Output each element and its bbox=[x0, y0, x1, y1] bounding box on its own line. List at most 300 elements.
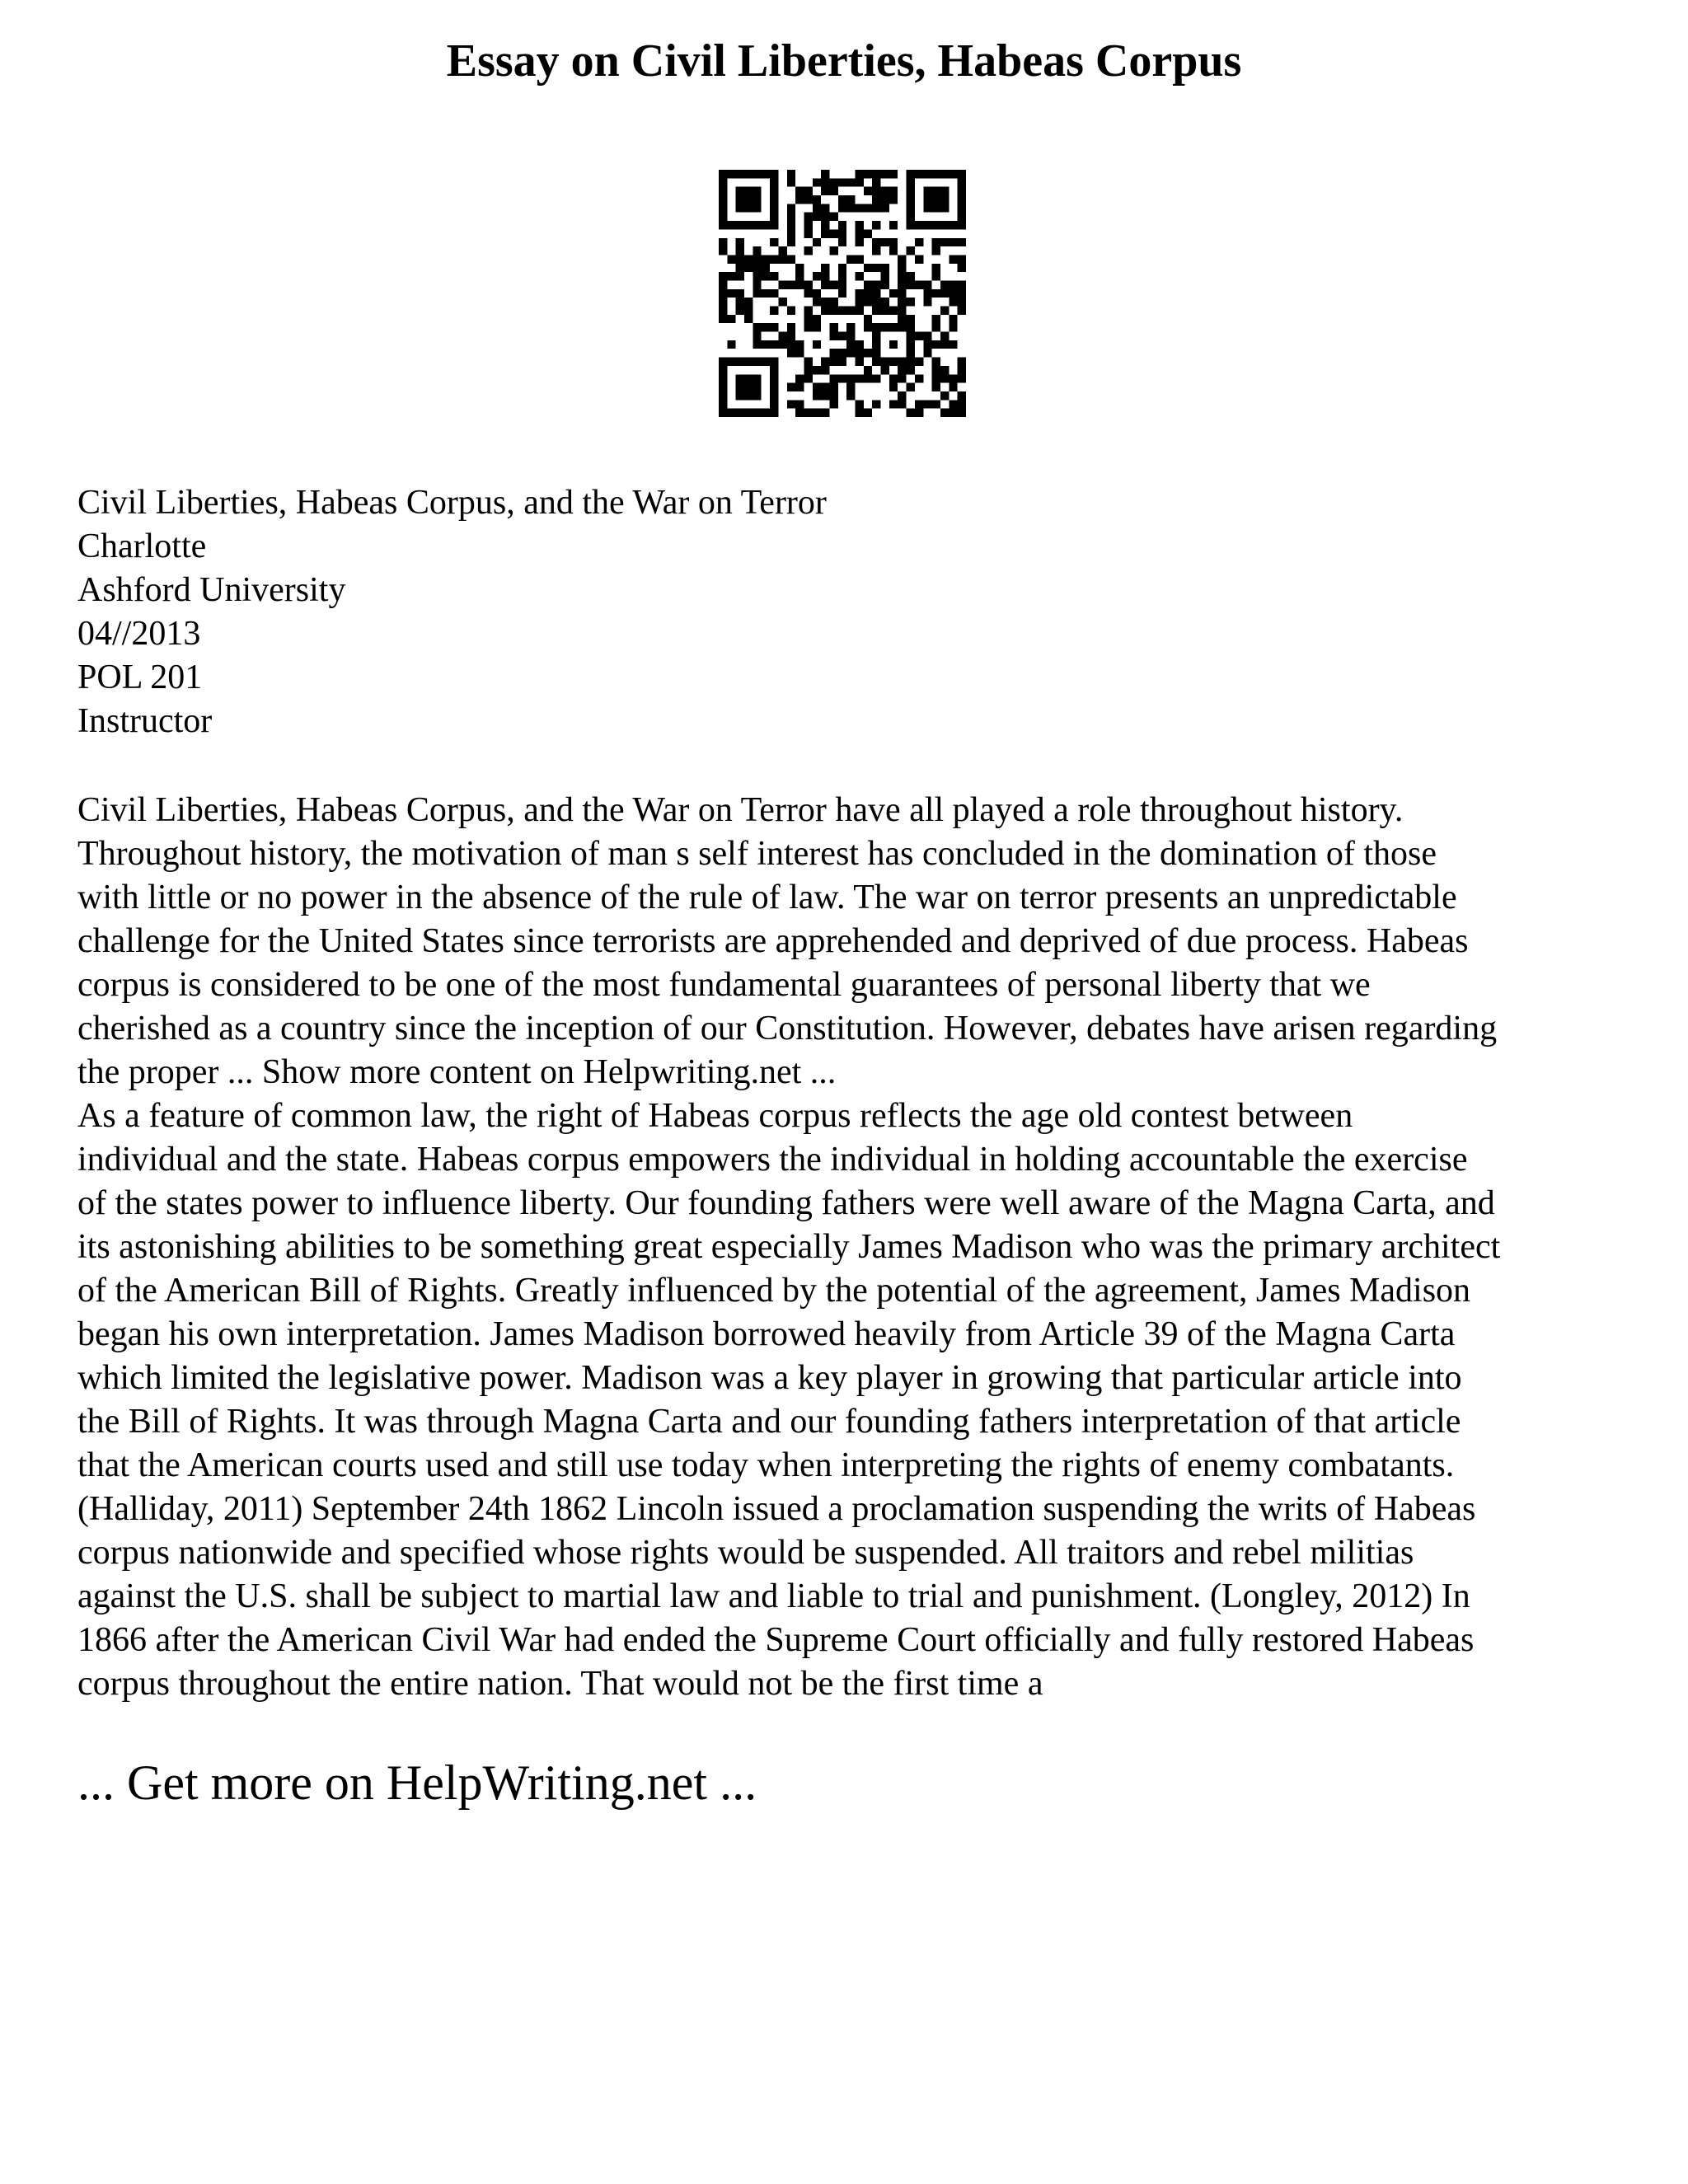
qr-module bbox=[829, 246, 837, 255]
qr-module bbox=[787, 221, 795, 229]
qr-module bbox=[813, 323, 821, 331]
qr-module bbox=[744, 358, 753, 366]
qr-module bbox=[846, 332, 855, 340]
qr-module bbox=[932, 340, 940, 349]
qr-module bbox=[838, 358, 846, 366]
qr-module bbox=[736, 391, 744, 400]
qr-module bbox=[907, 409, 915, 417]
qr-module bbox=[923, 280, 931, 288]
qr-module bbox=[821, 229, 829, 237]
qr-module bbox=[932, 204, 940, 212]
qr-module bbox=[795, 195, 804, 204]
qr-module bbox=[940, 204, 949, 212]
qr-module bbox=[881, 264, 889, 272]
qr-module bbox=[881, 272, 889, 280]
qr-module bbox=[940, 289, 949, 298]
qr-module bbox=[856, 204, 864, 212]
qr-module bbox=[915, 221, 923, 229]
qr-module bbox=[872, 340, 880, 349]
qr-module bbox=[804, 409, 812, 417]
qr-module bbox=[872, 307, 880, 315]
qr-module bbox=[719, 213, 727, 221]
qr-module bbox=[787, 213, 795, 221]
qr-module bbox=[795, 264, 804, 272]
qr-module bbox=[940, 391, 949, 400]
qr-module bbox=[813, 178, 821, 186]
qr-module bbox=[940, 409, 949, 417]
body-line: corpus throughout the entire nation. That would not be the first time a bbox=[77, 1665, 1043, 1703]
qr-module bbox=[719, 298, 727, 306]
qr-module bbox=[804, 187, 812, 195]
qr-module bbox=[864, 298, 872, 306]
qr-module bbox=[804, 323, 812, 331]
qr-module bbox=[770, 204, 778, 212]
qr-module bbox=[949, 298, 957, 306]
qr-module bbox=[744, 255, 753, 263]
qr-module bbox=[753, 289, 761, 298]
qr-module bbox=[762, 255, 770, 263]
qr-module bbox=[898, 280, 906, 288]
qr-module bbox=[770, 238, 778, 246]
qr-module bbox=[762, 409, 770, 417]
qr-module bbox=[958, 289, 966, 298]
qr-module bbox=[778, 246, 786, 255]
qr-module bbox=[736, 409, 744, 417]
qr-module bbox=[923, 221, 931, 229]
qr-module bbox=[846, 204, 855, 212]
qr-module bbox=[753, 221, 761, 229]
body-line: with little or no power in the absence of the rule of law. The war on terror presents an unpredictable bbox=[77, 879, 1457, 916]
qr-module bbox=[889, 400, 898, 408]
qr-module bbox=[907, 298, 915, 306]
qr-module bbox=[864, 187, 872, 195]
qr-module bbox=[821, 204, 829, 212]
qr-module bbox=[727, 289, 735, 298]
qr-module bbox=[727, 358, 735, 366]
qr-module bbox=[736, 358, 744, 366]
qr-module bbox=[872, 349, 880, 357]
qr-module bbox=[787, 349, 795, 357]
qr-module bbox=[958, 391, 966, 400]
qr-module bbox=[856, 374, 864, 382]
qr-module bbox=[744, 383, 753, 391]
body-line: Throughout history, the motivation of man s self interest has concluded in the domination of those bbox=[77, 835, 1437, 873]
body-line: individual and the state. Habeas corpus empowers the individual in holding accountable the exercise bbox=[77, 1141, 1468, 1179]
qr-module bbox=[736, 195, 744, 204]
qr-module bbox=[795, 280, 804, 288]
qr-module bbox=[838, 264, 846, 272]
qr-module bbox=[932, 289, 940, 298]
qr-module bbox=[813, 366, 821, 374]
qr-module bbox=[727, 409, 735, 417]
qr-module bbox=[829, 332, 837, 340]
qr-module bbox=[813, 315, 821, 323]
qr-module bbox=[719, 246, 727, 255]
qr-module bbox=[736, 374, 744, 382]
qr-module bbox=[762, 264, 770, 272]
qr-module bbox=[744, 170, 753, 178]
qr-module bbox=[932, 366, 940, 374]
qr-module bbox=[838, 178, 846, 186]
qr-module bbox=[856, 272, 864, 280]
qr-module bbox=[932, 323, 940, 331]
qr-module bbox=[898, 323, 906, 331]
qr-module bbox=[932, 264, 940, 272]
qr-module bbox=[727, 315, 735, 323]
qr-module bbox=[915, 409, 923, 417]
qr-module bbox=[753, 340, 761, 349]
qr-module bbox=[753, 332, 761, 340]
qr-module bbox=[915, 400, 923, 408]
qr-module bbox=[915, 255, 923, 263]
qr-module bbox=[940, 340, 949, 349]
qr-module bbox=[856, 229, 864, 237]
qr-module bbox=[949, 409, 957, 417]
qr-module bbox=[915, 374, 923, 382]
qr-module bbox=[838, 272, 846, 280]
qr-module bbox=[864, 170, 872, 178]
body-line: Civil Liberties, Habeas Corpus, and the War on Terror have all played a role throughout history. bbox=[77, 791, 1404, 829]
qr-module bbox=[736, 246, 744, 255]
qr-module bbox=[872, 323, 880, 331]
qr-module bbox=[762, 323, 770, 331]
qr-module bbox=[907, 246, 915, 255]
qr-module bbox=[940, 170, 949, 178]
qr-module bbox=[804, 195, 812, 204]
qr-module bbox=[719, 358, 727, 366]
qr-module bbox=[821, 187, 829, 195]
qr-module bbox=[821, 280, 829, 288]
qr-module bbox=[804, 315, 812, 323]
qr-module bbox=[907, 170, 915, 178]
qr-module bbox=[932, 246, 940, 255]
qr-module bbox=[787, 178, 795, 186]
qr-module bbox=[907, 323, 915, 331]
qr-module bbox=[813, 272, 821, 280]
qr-module bbox=[856, 178, 864, 186]
qr-module bbox=[813, 298, 821, 306]
qr-module bbox=[795, 187, 804, 195]
qr-module bbox=[915, 332, 923, 340]
qr-module bbox=[821, 264, 829, 272]
qr-module bbox=[958, 280, 966, 288]
body-line-show-more[interactable]: the proper ... Show more content on Helpwriting.net ... bbox=[77, 1053, 837, 1091]
qr-module bbox=[762, 272, 770, 280]
qr-module bbox=[932, 400, 940, 408]
qr-module bbox=[813, 204, 821, 212]
qr-module bbox=[753, 383, 761, 391]
qr-module bbox=[889, 170, 898, 178]
qr-module bbox=[864, 349, 872, 357]
qr-module bbox=[915, 280, 923, 288]
qr-module bbox=[821, 272, 829, 280]
qr-module bbox=[770, 323, 778, 331]
qr-module bbox=[736, 298, 744, 306]
qr-module bbox=[813, 409, 821, 417]
qr-module bbox=[949, 323, 957, 331]
qr-module bbox=[744, 391, 753, 400]
header-line-course: POL 201 bbox=[77, 658, 203, 696]
qr-module bbox=[736, 221, 744, 229]
qr-module bbox=[736, 307, 744, 315]
qr-module bbox=[958, 221, 966, 229]
qr-module bbox=[898, 264, 906, 272]
qr-module bbox=[864, 315, 872, 323]
qr-module bbox=[949, 289, 957, 298]
body-line: challenge for the United States since terrorists are apprehended and deprived of due process. Habeas bbox=[77, 922, 1469, 960]
qr-module bbox=[864, 280, 872, 288]
qr-module bbox=[889, 323, 898, 331]
qr-module bbox=[813, 195, 821, 204]
qr-module bbox=[804, 221, 812, 229]
qr-module bbox=[856, 349, 864, 357]
qr-module bbox=[821, 178, 829, 186]
qr-module bbox=[864, 264, 872, 272]
qr-module bbox=[787, 255, 795, 263]
qr-module bbox=[753, 358, 761, 366]
qr-module bbox=[727, 221, 735, 229]
qr-module bbox=[872, 238, 880, 246]
qr-module bbox=[958, 358, 966, 366]
qr-module bbox=[787, 332, 795, 340]
qr-module bbox=[719, 195, 727, 204]
qr-module bbox=[829, 178, 837, 186]
qr-module bbox=[872, 280, 880, 288]
qr-module bbox=[898, 358, 906, 366]
qr-module bbox=[889, 246, 898, 255]
qr-module bbox=[940, 280, 949, 288]
qr-module bbox=[813, 289, 821, 298]
header-line-date: 04//2013 bbox=[77, 615, 201, 653]
qr-module bbox=[940, 332, 949, 340]
qr-module bbox=[736, 204, 744, 212]
get-more-link[interactable]: ... Get more on HelpWriting.net ... bbox=[77, 1755, 757, 1810]
qr-module bbox=[727, 255, 735, 263]
qr-module bbox=[949, 315, 957, 323]
qr-module bbox=[829, 323, 837, 331]
qr-module bbox=[889, 358, 898, 366]
qr-module bbox=[804, 246, 812, 255]
qr-module bbox=[753, 272, 761, 280]
qr-module bbox=[719, 307, 727, 315]
body-line: corpus nationwide and specified whose rights would be suspended. All traitors and rebel militias bbox=[77, 1534, 1414, 1572]
qr-module bbox=[881, 323, 889, 331]
qr-module bbox=[949, 383, 957, 391]
qr-module bbox=[949, 170, 957, 178]
qr-module bbox=[864, 409, 872, 417]
qr-module bbox=[744, 409, 753, 417]
body-line: that the American courts used and still use today when interpreting the rights of enemy combatants. bbox=[77, 1446, 1455, 1484]
qr-module bbox=[736, 238, 744, 246]
qr-module bbox=[719, 383, 727, 391]
body-line: As a feature of common law, the right of Habeas corpus reflects the age old contest between bbox=[77, 1097, 1353, 1135]
qr-module bbox=[795, 374, 804, 382]
qr-module bbox=[881, 170, 889, 178]
qr-module bbox=[795, 409, 804, 417]
qr-module bbox=[727, 170, 735, 178]
qr-module bbox=[872, 170, 880, 178]
qr-module bbox=[856, 255, 864, 263]
qr-module bbox=[770, 374, 778, 382]
body-line: began his own interpretation. James Madison borrowed heavily from Article 39 of the Magna Carta bbox=[77, 1315, 1456, 1353]
qr-module bbox=[744, 187, 753, 195]
qr-module bbox=[923, 298, 931, 306]
qr-module bbox=[923, 170, 931, 178]
qr-module bbox=[804, 289, 812, 298]
qr-module bbox=[736, 272, 744, 280]
qr-module bbox=[838, 374, 846, 382]
qr-module bbox=[753, 187, 761, 195]
qr-module bbox=[770, 307, 778, 315]
qr-module bbox=[856, 170, 864, 178]
qr-module bbox=[813, 213, 821, 221]
qr-module bbox=[736, 187, 744, 195]
qr-module bbox=[829, 358, 837, 366]
header-line-author: Charlotte bbox=[77, 527, 207, 565]
qr-module bbox=[821, 307, 829, 315]
qr-module bbox=[881, 298, 889, 306]
qr-module bbox=[719, 178, 727, 186]
qr-module bbox=[753, 374, 761, 382]
qr-module bbox=[821, 213, 829, 221]
body-line: cherished as a country since the inception of our Constitution. However, debates have arisen regarding bbox=[77, 1010, 1498, 1047]
qr-module bbox=[940, 366, 949, 374]
qr-module bbox=[949, 238, 957, 246]
qr-module bbox=[753, 264, 761, 272]
qr-module bbox=[770, 213, 778, 221]
qr-module bbox=[932, 383, 940, 391]
qr-module bbox=[932, 187, 940, 195]
qr-module bbox=[940, 187, 949, 195]
qr-module bbox=[881, 204, 889, 212]
qr-module bbox=[829, 391, 837, 400]
qr-module bbox=[804, 213, 812, 221]
qr-module bbox=[932, 238, 940, 246]
qr-module bbox=[727, 340, 735, 349]
qr-module bbox=[846, 307, 855, 315]
header-line-instructor: Instructor bbox=[77, 702, 213, 740]
header-line-institution: Ashford University bbox=[77, 571, 346, 609]
qr-module bbox=[949, 255, 957, 263]
qr-module bbox=[923, 400, 931, 408]
qr-module bbox=[923, 289, 931, 298]
qr-module bbox=[778, 332, 786, 340]
qr-module bbox=[864, 204, 872, 212]
qr-module bbox=[813, 340, 821, 349]
qr-module bbox=[762, 221, 770, 229]
qr-module bbox=[907, 366, 915, 374]
qr-module bbox=[856, 221, 864, 229]
qr-module bbox=[889, 238, 898, 246]
qr-module bbox=[949, 374, 957, 382]
qr-module bbox=[770, 400, 778, 408]
qr-module bbox=[881, 238, 889, 246]
qr-module bbox=[719, 272, 727, 280]
qr-module bbox=[907, 349, 915, 357]
qr-module bbox=[846, 178, 855, 186]
qr-module bbox=[719, 238, 727, 246]
qr-module bbox=[856, 238, 864, 246]
qr-module bbox=[846, 255, 855, 263]
qr-module bbox=[846, 374, 855, 382]
qr-module bbox=[787, 307, 795, 315]
qr-module bbox=[838, 332, 846, 340]
qr-module bbox=[719, 280, 727, 288]
qr-module bbox=[770, 221, 778, 229]
qr-module bbox=[958, 307, 966, 315]
qr-module bbox=[787, 229, 795, 237]
qr-module bbox=[846, 323, 855, 331]
qr-module bbox=[907, 178, 915, 186]
qr-module bbox=[770, 272, 778, 280]
qr-module bbox=[821, 298, 829, 306]
qr-module bbox=[787, 323, 795, 331]
essay-body bbox=[77, 789, 1643, 1706]
qr-module bbox=[813, 238, 821, 246]
body-line: its astonishing abilities to be something great especially James Madison who was the primary architect bbox=[77, 1228, 1501, 1266]
qr-module bbox=[856, 340, 864, 349]
qr-module bbox=[795, 383, 804, 391]
qr-module bbox=[770, 187, 778, 195]
qr-module bbox=[846, 340, 855, 349]
qr-module bbox=[838, 289, 846, 298]
qr-module bbox=[736, 383, 744, 391]
qr-module bbox=[821, 358, 829, 366]
essay-header bbox=[77, 481, 1643, 743]
qr-module bbox=[736, 289, 744, 298]
qr-module bbox=[787, 340, 795, 349]
qr-module bbox=[813, 383, 821, 391]
qr-module bbox=[907, 221, 915, 229]
qr-module bbox=[829, 400, 837, 408]
qr-module bbox=[778, 340, 786, 349]
qr-module bbox=[787, 383, 795, 391]
qr-module bbox=[719, 366, 727, 374]
qr-module bbox=[753, 409, 761, 417]
qr-module bbox=[856, 289, 864, 298]
qr-module bbox=[889, 340, 898, 349]
qr-module bbox=[923, 340, 931, 349]
qr-module bbox=[719, 315, 727, 323]
qr-code-icon bbox=[719, 170, 966, 417]
qr-module bbox=[923, 187, 931, 195]
qr-module bbox=[846, 391, 855, 400]
qr-module bbox=[958, 264, 966, 272]
qr-module bbox=[770, 178, 778, 186]
qr-module bbox=[907, 383, 915, 391]
qr-module bbox=[958, 204, 966, 212]
qr-module bbox=[889, 195, 898, 204]
qr-module bbox=[881, 195, 889, 204]
qr-module bbox=[907, 358, 915, 366]
qr-module bbox=[872, 187, 880, 195]
qr-module bbox=[898, 298, 906, 306]
qr-module bbox=[856, 307, 864, 315]
qr-module bbox=[958, 213, 966, 221]
qr-module bbox=[898, 289, 906, 298]
qr-module bbox=[821, 170, 829, 178]
qr-module bbox=[829, 383, 837, 391]
qr-module bbox=[795, 400, 804, 408]
qr-module bbox=[829, 280, 837, 288]
qr-module bbox=[889, 307, 898, 315]
qr-module bbox=[907, 340, 915, 349]
qr-module bbox=[881, 366, 889, 374]
qr-module bbox=[907, 195, 915, 204]
qr-module bbox=[753, 280, 761, 288]
qr-module bbox=[838, 221, 846, 229]
qr-module bbox=[838, 238, 846, 246]
